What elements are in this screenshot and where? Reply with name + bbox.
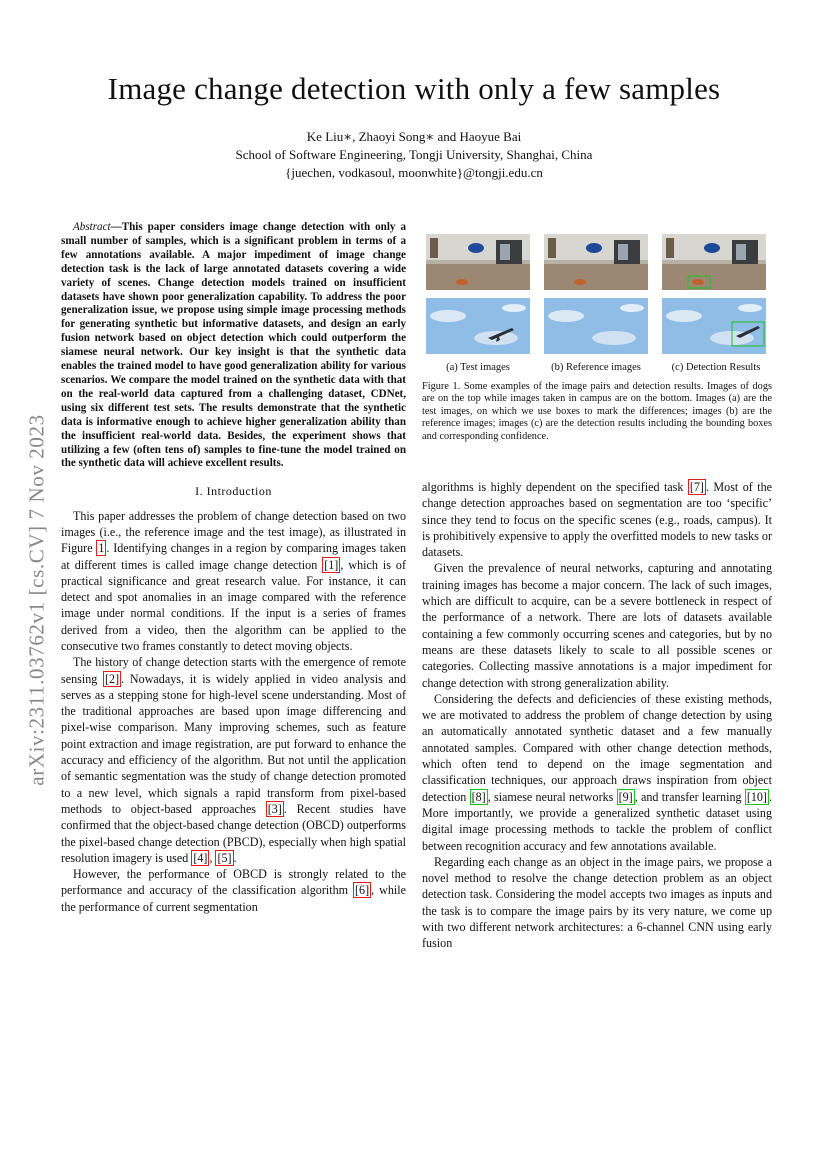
right-paragraph-2: Given the prevalence of neural networks, capturing and annotating training images has become a major concern. The lack of such images, which are difficult to acquire, can be a severe bottleneck in respect of the performance of a network. There are lots of datasets available containing a few commonly occurring scenes and categories, but by no means are these datasets likely to scale to all possible scenes or categories. Collecting massive annotations is a major impediment for change detection with strong generalization ability. [422, 561, 772, 690]
subcaption-c: (c) Detection Results [671, 362, 761, 373]
reference-image-dog [544, 234, 648, 290]
subcaption-b: (b) Reference images [551, 362, 641, 373]
citation-7-link[interactable]: [7] [689, 480, 704, 494]
figure-1 [422, 230, 772, 380]
citation-2-link[interactable]: [2] [105, 671, 120, 686]
test-image-dog [426, 234, 530, 290]
citation-5-link[interactable]: [5] [217, 850, 232, 865]
arxiv-sidebar [22, 360, 52, 840]
authors: Ke Liu∗, Zhaoyi Song∗ and Haoyue Bai [306, 129, 522, 144]
citation-9-link[interactable]: [9] [618, 789, 633, 804]
intro-paragraph-3: However, the performance of OBCD is strongly related to the performance and accuracy of the classification algorithm [6] , while the performance of current segmentation [61, 867, 406, 914]
abstract-text: —This paper considers image change detection with only a small number of samples, which is a significant problem in terms of a few annotations available. A major impediment of image change detection task is the lack of large annotated datasets covering a wide variety of scenes. Change detection models trained on insufficient datasets have shown poor generalization capability. To address the poor generalization issue, we propose using simple image processing methods for generating synthetic but informative datasets, and design an early fusion network based on object detection which could outperform the siamese neural network. Our key insight is that the synthetic data enables the trained model to have good generalization ability for various scenarios. We compare the model trained on the synthetic data with that on the real-world data captured from a challenging dataset, CDNet, using six different test sets. The results demonstrate that the synthetic data is informative enough to achieve higher generalization ability than the insufficient real-world data. Besides, the experiment shows that utilizing a few (often tens of) samples to fine-tune the model trained on the synthetic data will achieve excellent results. [61, 221, 406, 470]
citation-10-link[interactable]: [10] [746, 789, 767, 804]
subcaption-a: (a) Test images [446, 362, 510, 373]
affiliation: School of Software Engineering, Tongji University, Shanghai, China [235, 147, 593, 162]
section-heading: I. Introduction [195, 484, 272, 499]
left-column [61, 221, 406, 915]
citation-3-link[interactable]: [3] [267, 801, 282, 816]
reference-image-plane [544, 298, 648, 354]
abstract-label: Abstract [73, 221, 111, 233]
abstract [61, 221, 406, 471]
intro-paragraph-2: The history of change detection starts with the emergence of remote sensing [2] . Nowadays, it is widely applied in video analysis and serves as a stepping stone for high-level scene understanding. Most of the traditional approaches are based upon image differencing and pixel-wise comparison. Many improving schemes, such as feature point extraction and image registration, are put forward to enhance the accuracy and efficiency of the algorithm. But not until the application of semantic segmentation was the study of change detection promoted to a new level, which signals a rapid transform from pixel-based methods to object-based approaches [3] . Recent studies have confirmed that the object-based change detection (OBCD) outperforms the pixel-based change detection (PBCD), especially when high spatial resolution imagery is used [4] , [5] . [61, 655, 406, 865]
paper-title: Image change detection with only a few samples [107, 71, 721, 106]
figure-1-caption: Figure 1. Some examples of the image pairs and detection results. Images of dogs are on the top while images taken in campus are on the bottom. Images (a) are the test images, on which we use boxes to mark the differences; images (b) are the reference images; images (c) are the detection results including the bounding boxes and corresponding confidence. [422, 381, 772, 442]
arxiv-id: arXiv:2311.03762v1 [cs.CV] 7 Nov 2023 [24, 414, 49, 786]
right-paragraph-1: algorithms is highly dependent on the specified task [7] . Most of the change detection approaches based on segmentation are too ‘specific’ since they tend to focus on the specific scenes (e.g., roads, campus). It is prohibitively expensive to apply the overfitted models to new tasks or datasets. [422, 480, 773, 560]
right-paragraph-3: Considering the defects and deficiencies of these existing methods, we are motivated to address the problem of change detection by using an automatically annotated synthetic dataset and a few manually annotated samples. Compared with other change detection methods, which often tend to depend on the image segmentation and classification techniques, our approach draws inspiration from object detection [8] , siamese neural networks [9] , and transfer learning [10] . More importantly, we provide a generalized synthetic dataset using digital image processing methods to tackle the problem of conflict between recognition accuracy and few annotations available. [422, 691, 772, 853]
emails: {juechen, vodkasoul, moonwhite}@tongji.edu.cn [285, 165, 543, 180]
citation-6-link[interactable]: [6] [355, 883, 370, 898]
detection-result-plane [662, 298, 766, 354]
detection-result-dog [662, 234, 766, 290]
right-paragraph-4: Regarding each change as an object in the image pairs, we propose a novel method to resolve the change detection problem as an object detection task. Considering the model accepts two images as inputs and the task is to compare the image pairs by its very nature, we come up with two different network architectures: a 6-channel CNN using early fusion [422, 854, 772, 951]
right-column [422, 479, 772, 952]
citation-8-link[interactable]: [8] [471, 789, 486, 804]
intro-paragraph-1: This paper addresses the problem of change detection based on two images (i.e., the reference image and the test image), as illustrated in Figure 1 . Identifying changes in a region by comparing images taken at different times is called image change detection [1] , which is of practical significance and great research value. For instance, it can detect and spot anomalies in an image compared with the reference image under normal conditions. If the input is a series of frames derived from a video, then the algorithm can be applied to the consecutive two frames constantly to detect moving objects. [61, 508, 406, 653]
citation-4-link[interactable]: [4] [193, 850, 208, 865]
citation-1-link[interactable]: [1] [324, 557, 339, 572]
test-image-plane [426, 298, 530, 354]
figure-1-link[interactable]: 1 [98, 541, 105, 556]
